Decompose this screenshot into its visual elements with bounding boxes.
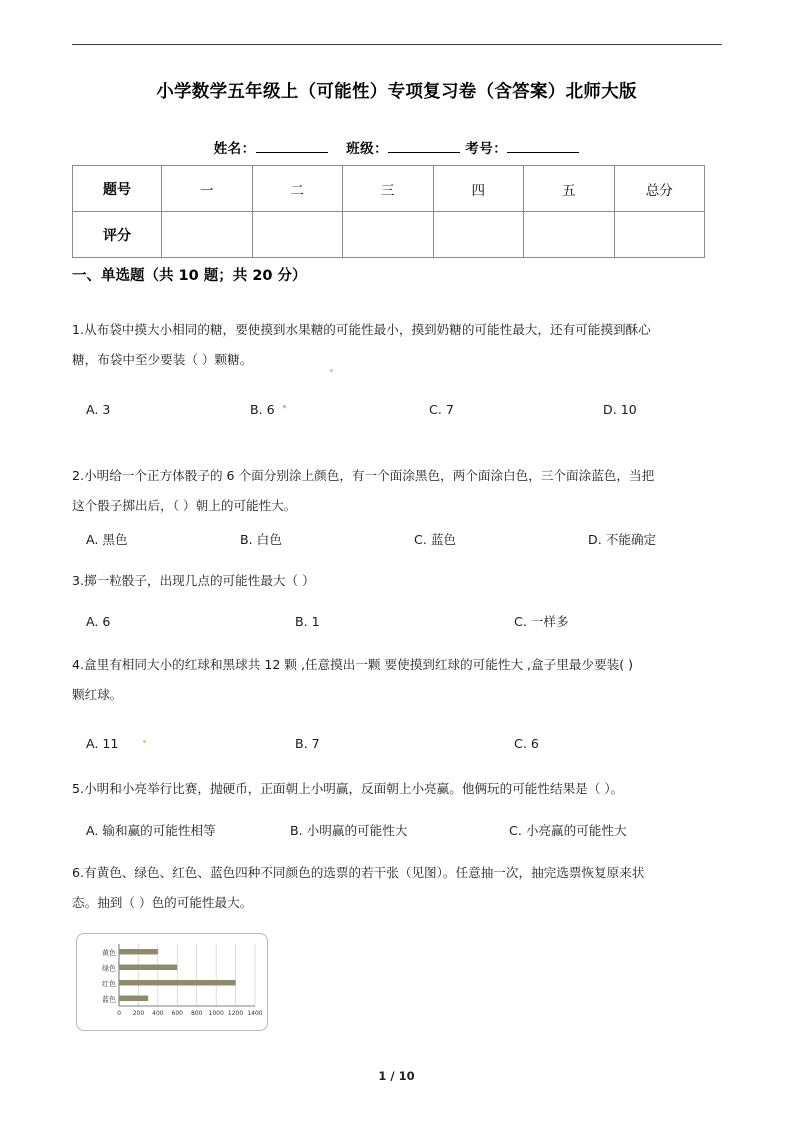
section-title: 一、单选题（共 10 题；共 20 分） (72, 268, 307, 284)
question-2-line-2: 这个骰子掷出后，（ ）朝上的可能性大。 (72, 498, 297, 513)
chart-tick-label: 200 (132, 1010, 145, 1017)
chart-bar (119, 980, 236, 986)
chart-category-label: 绿色 (102, 964, 116, 973)
question-4-stem (72, 650, 722, 710)
table-cell: 三 (343, 166, 434, 212)
question-1-options (86, 402, 726, 417)
chart-tick-label: 800 (190, 1010, 203, 1017)
question-1-stem (72, 315, 722, 375)
chart-tick-label: 1400 (247, 1010, 263, 1017)
option-b[interactable]: B. 白色 (240, 532, 282, 547)
question-3-options (86, 611, 726, 630)
chart-bar (119, 996, 148, 1002)
exam-number-label: 考号： (465, 141, 508, 157)
table-cell (433, 212, 524, 258)
table-cell: 五 (524, 166, 615, 212)
question-6-stem (72, 858, 722, 918)
option-c[interactable]: C. 6 (514, 736, 539, 751)
header-rule (72, 44, 722, 45)
table-cell: 四 (433, 166, 524, 212)
question-6-line-2: 态。抽到（ ）色的可能性最大。 (72, 895, 253, 910)
question-5-stem (72, 774, 722, 804)
option-b[interactable]: B. 7 (295, 736, 320, 751)
option-a[interactable]: A. 黑色 (86, 532, 128, 547)
option-d[interactable]: D. 不能确定 (588, 532, 657, 547)
chart-bar (119, 965, 177, 971)
question-1-line-1: 1.从布袋中摸大小相同的糖，要使摸到水果糖的可能性最小，摸到奶糖的可能性最大，还有可能摸到酥心 (72, 322, 651, 337)
exam-number-blank (507, 152, 579, 153)
ink-mark (143, 740, 146, 743)
student-info-line (0, 137, 793, 157)
option-b[interactable]: B. 1 (295, 614, 320, 629)
score-table (72, 165, 705, 258)
table-cell: 二 (252, 166, 343, 212)
question-5-line-1: 5.小明和小亮举行比赛，抛硬币，正面朝上小明赢，反面朝上小亮赢。他俩玩的可能性结果是（ ）。 (72, 781, 624, 796)
option-c[interactable]: C. 一样多 (514, 614, 569, 629)
table-cell: 总分 (614, 166, 705, 212)
chart-category-label: 黄色 (102, 948, 116, 957)
class-blank (388, 152, 460, 153)
chart-tick-label: 400 (152, 1010, 164, 1017)
option-c[interactable]: C. 7 (429, 402, 454, 417)
ink-mark (283, 405, 286, 408)
question-4-options (86, 736, 726, 751)
option-a[interactable]: A. 输和赢的可能性相等 (86, 823, 216, 838)
question-6-line-1: 6.有黄色、绿色、红色、蓝色四种不同颜色的选票的若干张（见图）。任意抽一次，抽完选票恢复原来状 (72, 865, 645, 880)
question-2-line-1: 2.小明给一个正方体骰子的 6 个面分别涂上颜色，有一个面涂黑色，两个面涂白色，三个面涂蓝色，当把 (72, 468, 655, 483)
page-footer: 1 / 10 (378, 1069, 415, 1083)
question-4-line-2: 颗红球。 (72, 687, 123, 702)
option-d[interactable]: D. 10 (603, 402, 637, 417)
vote-bar-chart (77, 934, 265, 1028)
option-b[interactable]: B. 6 (250, 402, 275, 417)
table-cell (252, 212, 343, 258)
row-header: 题号 (73, 166, 162, 212)
option-a[interactable]: A. 3 (86, 402, 111, 417)
question-4-line-1: 4.盒里有相同大小的红球和黑球共 12 颗 ,任意摸出一颗 要使摸到红球的可能性大 ,盒子里最少要装( ) (72, 657, 634, 672)
table-cell (343, 212, 434, 258)
option-a[interactable]: A. 11 (86, 736, 119, 751)
name-blank (256, 152, 328, 153)
table-row (73, 212, 705, 258)
row-header: 评分 (73, 212, 162, 258)
table-cell (162, 212, 253, 258)
chart-category-label: 红色 (102, 979, 116, 988)
chart-category-label: 蓝色 (102, 995, 116, 1004)
option-b[interactable]: B. 小明赢的可能性大 (290, 823, 408, 838)
question-1-line-2: 糖，布袋中至少要装（ ）颗糖。 (72, 352, 253, 367)
table-cell: 一 (162, 166, 253, 212)
chart-tick-label: 1000 (208, 1010, 224, 1017)
question-2-stem (72, 461, 722, 521)
question-5-options (86, 820, 726, 839)
question-3-line-1: 3.掷一粒骰子，出现几点的可能性最大（ ） (72, 573, 315, 588)
chart-tick-label: 600 (171, 1010, 184, 1017)
option-c[interactable]: C. 蓝色 (414, 532, 457, 547)
page-title: 小学数学五年级上（可能性）专项复习卷（含答案）北师大版 (156, 82, 637, 102)
table-row (73, 166, 705, 212)
chart-bar (119, 949, 158, 955)
name-label: 姓名： (213, 141, 256, 157)
class-label: 班级： (346, 141, 389, 157)
question-2-options (86, 529, 726, 548)
question-3-stem (72, 566, 722, 596)
ink-mark (330, 369, 333, 372)
chart-tick-label: 0 (117, 1010, 121, 1017)
option-a[interactable]: A. 6 (86, 614, 111, 629)
table-cell (614, 212, 705, 258)
option-c[interactable]: C. 小亮赢的可能性大 (509, 823, 627, 838)
vote-chart-figure (76, 933, 268, 1031)
chart-tick-label: 1200 (227, 1010, 244, 1017)
table-cell (524, 212, 615, 258)
